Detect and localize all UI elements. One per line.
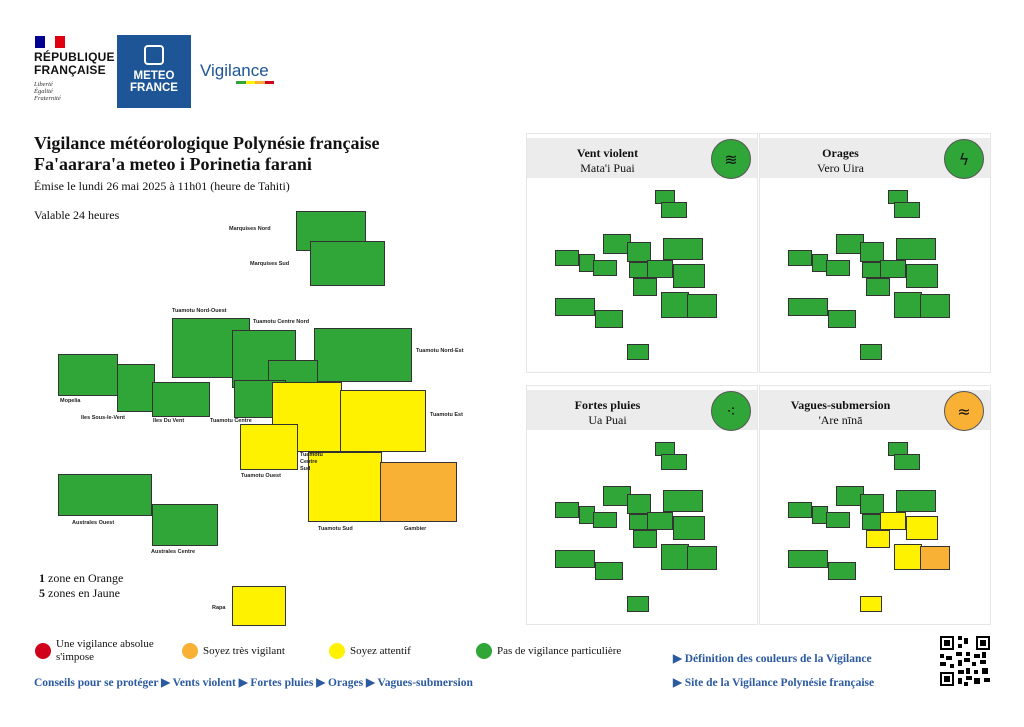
mini-zone-australes-centre — [828, 310, 856, 328]
mini-zone-tuamotu-centre-sud — [880, 512, 906, 530]
zone-label: Gambier — [404, 526, 427, 532]
mini-zone-tuamotu-est — [673, 264, 705, 288]
panel-header — [527, 138, 757, 178]
link-orages[interactable]: ▶ Orages — [316, 677, 364, 689]
panel-header — [760, 390, 990, 430]
republique-motto: Liberté Égalité Fraternité — [34, 81, 61, 102]
mini-zone-australes-centre — [595, 562, 623, 580]
mini-zone-tuamotu-centre-nord — [860, 494, 884, 514]
link-site[interactable]: ▶ Site de la Vigilance Polynésie française — [673, 677, 875, 689]
zone-label: Iles Du Vent — [153, 418, 185, 424]
meteo-france-emblem-icon — [144, 45, 164, 65]
zone-label: Marquises Sud — [250, 261, 290, 267]
mini-zone-tuamotu-est — [906, 516, 938, 540]
mini-zone-rapa — [860, 344, 882, 360]
mini-zone-tuamotu-sud — [661, 292, 689, 318]
mini-zone-tuamotu-centre — [862, 262, 882, 278]
qr-code[interactable] — [940, 636, 990, 686]
panel-orages[interactable] — [759, 133, 991, 373]
mini-zone-tuamotu-nord-est — [663, 490, 703, 512]
mini-zone-mopelia — [555, 250, 579, 266]
panel-vent-violent[interactable] — [526, 133, 758, 373]
zone-tuamotu-est[interactable] — [340, 390, 426, 452]
zone-australes-centre[interactable] — [152, 504, 218, 546]
mini-zone-iles-du-vent — [593, 512, 617, 528]
mini-zone-marquises-sud — [661, 454, 687, 470]
zone-australes-ouest[interactable] — [58, 474, 152, 516]
orange-count-label: zone en Orange — [45, 571, 124, 585]
mini-zone-tuamotu-nord-est — [663, 238, 703, 260]
mini-zone-mopelia — [788, 250, 812, 266]
mini-zone-tuamotu-est — [906, 264, 938, 288]
legend-orange: Soyez très vigilant — [203, 645, 285, 657]
mini-zone-rapa — [860, 596, 882, 612]
zone-label: Tuamotu Centre Nord — [253, 319, 310, 325]
mini-zone-gambier — [920, 294, 950, 318]
mini-zone-australes-ouest — [788, 298, 828, 316]
red-level-dot — [35, 643, 51, 659]
mini-zone-iles-du-vent — [826, 260, 850, 276]
mini-zone-rapa — [627, 596, 649, 612]
panel-title: Vent violent — [576, 146, 639, 160]
mini-zone-tuamotu-centre-nord — [627, 494, 651, 514]
mini-zone-mopelia — [555, 502, 579, 518]
zone-tuamotu-nord-est[interactable] — [314, 328, 412, 382]
mini-zone-tuamotu-ouest — [866, 530, 890, 548]
zone-label: Tuamotu Centre — [210, 418, 252, 424]
panel-title: Orages — [822, 146, 859, 160]
advice-links — [34, 675, 473, 689]
orange-count: 1 — [39, 571, 45, 585]
meteo-france-logo: METEO FRANCE — [117, 35, 191, 108]
mini-zone-gambier — [687, 546, 717, 570]
yellow-count-label: zones en Jaune — [45, 586, 120, 600]
legend-red: Une vigilance absolue s'impose — [56, 638, 154, 663]
mini-zone-tuamotu-ouest — [633, 278, 657, 296]
link-vagues[interactable]: ▶ Vagues-submersion — [365, 677, 473, 689]
rain-drops-icon: ⁖ — [711, 391, 751, 431]
mini-zone-tuamotu-nord-est — [896, 490, 936, 512]
mini-zone-tuamotu-nord-est — [896, 238, 936, 260]
zone-label: Iles Sous-le-Vent — [81, 415, 126, 421]
link-vents[interactable]: ▶ Vents violent — [161, 677, 236, 689]
zone-gambier[interactable] — [380, 462, 457, 522]
republique-francaise-logo: RÉPUBLIQUE FRANÇAISE — [34, 50, 115, 77]
panel-subtitle: 'Are nīnā — [818, 413, 863, 427]
yellow-count: 5 — [39, 586, 45, 600]
mini-zone-iles-du-vent — [593, 260, 617, 276]
mini-zone-tuamotu-centre-nord — [860, 242, 884, 262]
mini-zone-marquises-sud — [894, 454, 920, 470]
mini-zone-tuamotu-centre-sud — [880, 260, 906, 278]
zone-label: Australes Ouest — [72, 520, 115, 526]
panel-title: Fortes pluies — [574, 398, 641, 412]
vigilance-color-bar — [236, 81, 274, 84]
mini-zone-australes-centre — [595, 310, 623, 328]
mini-zone-tuamotu-centre-nord — [627, 242, 651, 262]
page-title: Vigilance météorologique Polynésie française Fa'aarara'a meteo i Porinetia farani — [34, 133, 380, 174]
mini-zone-australes-ouest — [555, 550, 595, 568]
validity-duration: Valable 24 heures — [34, 208, 120, 222]
mini-zone-tuamotu-sud — [661, 544, 689, 570]
orange-level-dot — [182, 643, 198, 659]
issued-date: Émise le lundi 26 mai 2025 à 11h01 (heure de Tahiti) — [34, 179, 290, 193]
lightning-icon: ϟ — [944, 139, 984, 179]
zone-mopelia[interactable] — [58, 354, 118, 396]
mini-zone-gambier — [687, 294, 717, 318]
link-definition[interactable]: ▶ Définition des couleurs de la Vigilance — [673, 653, 872, 665]
mini-zone-tuamotu-centre-sud — [647, 260, 673, 278]
panel-header — [760, 138, 990, 178]
mini-zone-tuamotu-sud — [894, 292, 922, 318]
link-pluies[interactable]: ▶ Fortes pluies — [238, 677, 314, 689]
mini-zone-tuamotu-centre-sud — [647, 512, 673, 530]
zone-label: Tuamotu Centre Sud — [300, 452, 323, 472]
zone-label: Australes Centre — [151, 549, 196, 555]
panel-subtitle: Ua Puai — [588, 413, 627, 427]
panel-header — [527, 390, 757, 430]
zone-label: Tuamotu Nord-Est — [416, 348, 464, 354]
panel-title: Vagues-submersion — [790, 398, 891, 412]
legend-yellow: Soyez attentif — [350, 645, 411, 657]
legend-green: Pas de vigilance particulière — [497, 645, 622, 657]
zone-label: Mopelia — [60, 398, 81, 404]
wave-icon: ≈ — [944, 391, 984, 431]
zone-iles-sous-le-vent[interactable] — [117, 364, 155, 412]
zone-iles-du-vent[interactable] — [152, 382, 210, 417]
mini-zone-tuamotu-sud — [894, 544, 922, 570]
zone-rapa[interactable] — [232, 586, 286, 626]
zone-label: Tuamotu Nord-Ouest — [172, 308, 227, 314]
mini-zone-iles-du-vent — [826, 512, 850, 528]
mini-zone-tuamotu-est — [673, 516, 705, 540]
french-flag-icon — [35, 36, 65, 48]
mini-zone-rapa — [627, 344, 649, 360]
panel-vagues-submersion[interactable] — [759, 385, 991, 625]
zone-marquises-sud[interactable] — [310, 241, 385, 286]
mini-zone-tuamotu-centre — [862, 514, 882, 530]
mini-zone-australes-ouest — [788, 550, 828, 568]
mini-zone-marquises-sud — [661, 202, 687, 218]
zone-label: Tuamotu Ouest — [241, 473, 281, 479]
mini-zone-tuamotu-ouest — [633, 530, 657, 548]
vigilance-logo: Vigilance — [200, 61, 269, 80]
green-level-dot — [476, 643, 492, 659]
panel-subtitle: Vero Uira — [817, 161, 864, 175]
link-conseils[interactable]: Conseils pour se protéger — [34, 677, 159, 689]
panel-subtitle: Mata'i Puai — [580, 161, 635, 175]
zone-label: Tuamotu Sud — [318, 526, 353, 532]
mini-zone-tuamotu-ouest — [866, 278, 890, 296]
mini-zone-tuamotu-centre — [629, 262, 649, 278]
zone-label: Rapa — [212, 605, 226, 611]
mini-zone-australes-centre — [828, 562, 856, 580]
yellow-level-dot — [329, 643, 345, 659]
zone-tuamotu-ouest[interactable] — [240, 424, 298, 470]
mini-zone-australes-ouest — [555, 298, 595, 316]
zone-counts — [39, 571, 123, 601]
mini-zone-tuamotu-centre — [629, 514, 649, 530]
wind-sock-icon: ≋ — [711, 139, 751, 179]
mini-zone-mopelia — [788, 502, 812, 518]
mini-zone-marquises-sud — [894, 202, 920, 218]
mini-zone-gambier — [920, 546, 950, 570]
zone-label: Marquises Nord — [229, 226, 271, 232]
panel-fortes-pluies[interactable] — [526, 385, 758, 625]
zone-label: Tuamotu Est — [430, 412, 463, 418]
